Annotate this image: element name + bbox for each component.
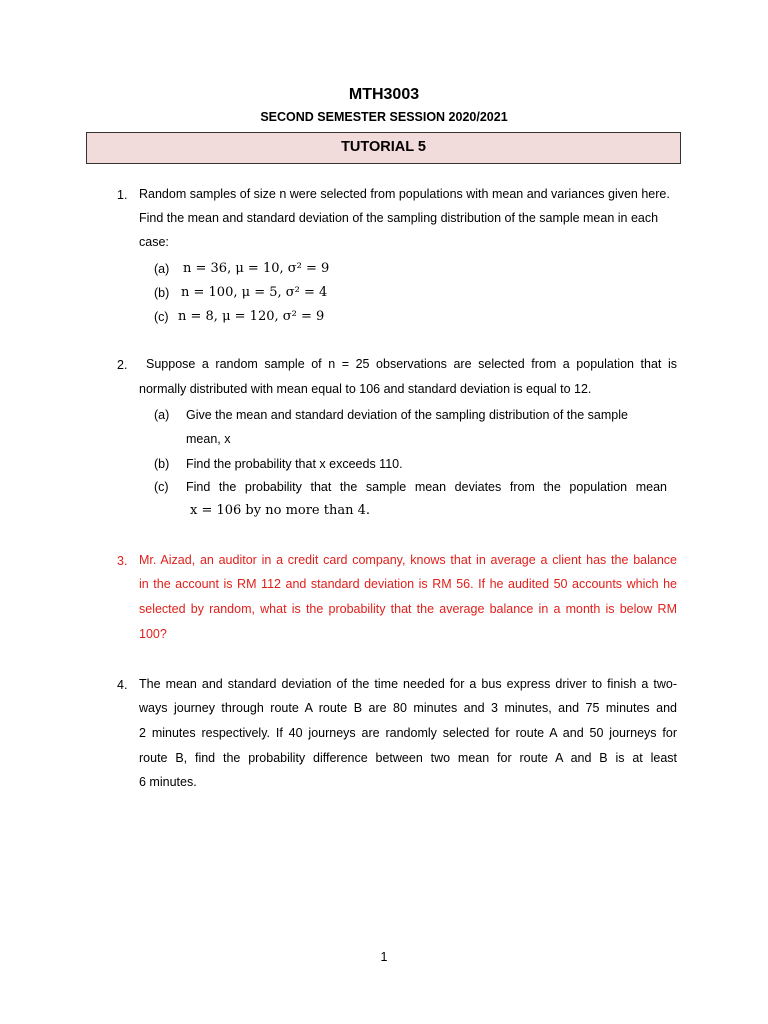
q1-line1: Random samples of size n were selected from populations with mean and variances given here. xyxy=(139,187,670,201)
q1-part-a-label: (a) xyxy=(154,262,170,276)
q1-part-c-label: (c) xyxy=(154,310,169,324)
q2-part-c-line1: Find the probability that the sample mean deviates from the population mean xyxy=(186,480,667,494)
session-title: SECOND SEMESTER SESSION 2020/2021 xyxy=(260,110,508,124)
q3-line1: Mr. Aizad, an auditor in a credit card company, knows that in average a client has the balance xyxy=(139,553,677,567)
course-code: MTH3003 xyxy=(348,86,420,103)
q2-part-c-line2: x = 106 by no more than 4. xyxy=(190,503,371,518)
q3-line2: in the account is RM 112 and standard deviation is RM 56. If he audited 50 accounts which he xyxy=(139,577,677,591)
q2-line2: normally distributed with mean equal to 106 and standard deviation is equal to 12. xyxy=(139,382,592,396)
q1-part-b-label: (b) xyxy=(154,286,170,300)
q2-number: 2. xyxy=(117,358,128,372)
q2-part-b-line1: Find the probability that x exceeds 110. xyxy=(186,457,403,471)
q4-line4: route B, find the probability difference between two mean for route A and B is at least xyxy=(139,751,677,765)
q1-part-c-expr: n = 8, μ = 120, σ² = 9 xyxy=(178,309,325,324)
tutorial-title: TUTORIAL 5 xyxy=(341,139,426,155)
q2-part-a-line1: Give the mean and standard deviation of the sampling distribution of the sample xyxy=(186,408,628,422)
q4-line2: ways journey through route A route B are 80 minutes and 3 minutes, and 75 minutes and xyxy=(139,701,677,715)
q1-number: 1. xyxy=(117,188,128,202)
q1-part-b-expr: n = 100, μ = 5, σ² = 4 xyxy=(181,285,328,300)
q2-part-c-label: (c) xyxy=(154,480,169,494)
q4-line1: The mean and standard deviation of the time needed for a bus express driver to finish a two- xyxy=(139,677,677,691)
q1-part-a-expr: n = 36, μ = 10, σ² = 9 xyxy=(183,261,330,276)
q4-line5: 6 minutes. xyxy=(139,775,197,789)
q2-part-a-label: (a) xyxy=(154,408,170,422)
q3-line3: selected by random, what is the probability that the average balance in a month is below RM xyxy=(139,602,677,616)
q1-line2: Find the mean and standard deviation of the sampling distribution of the sample mean in each xyxy=(139,211,659,225)
tutorial-title-box xyxy=(86,132,681,164)
q2-part-b-label: (b) xyxy=(154,457,170,471)
q2-part-a-line2: mean, x xyxy=(186,432,231,446)
q4-line3: 2 minutes respectively. If 40 journeys are randomly selected for route A and 50 journeys for xyxy=(139,726,677,740)
q2-line1: Suppose a random sample of n = 25 observations are selected from a population that is xyxy=(146,357,677,371)
q3-line4: 100? xyxy=(139,627,167,641)
page-number: 1 xyxy=(380,950,388,964)
q4-number: 4. xyxy=(117,678,128,692)
q3-number: 3. xyxy=(117,554,128,568)
q1-line3: case: xyxy=(139,235,169,249)
